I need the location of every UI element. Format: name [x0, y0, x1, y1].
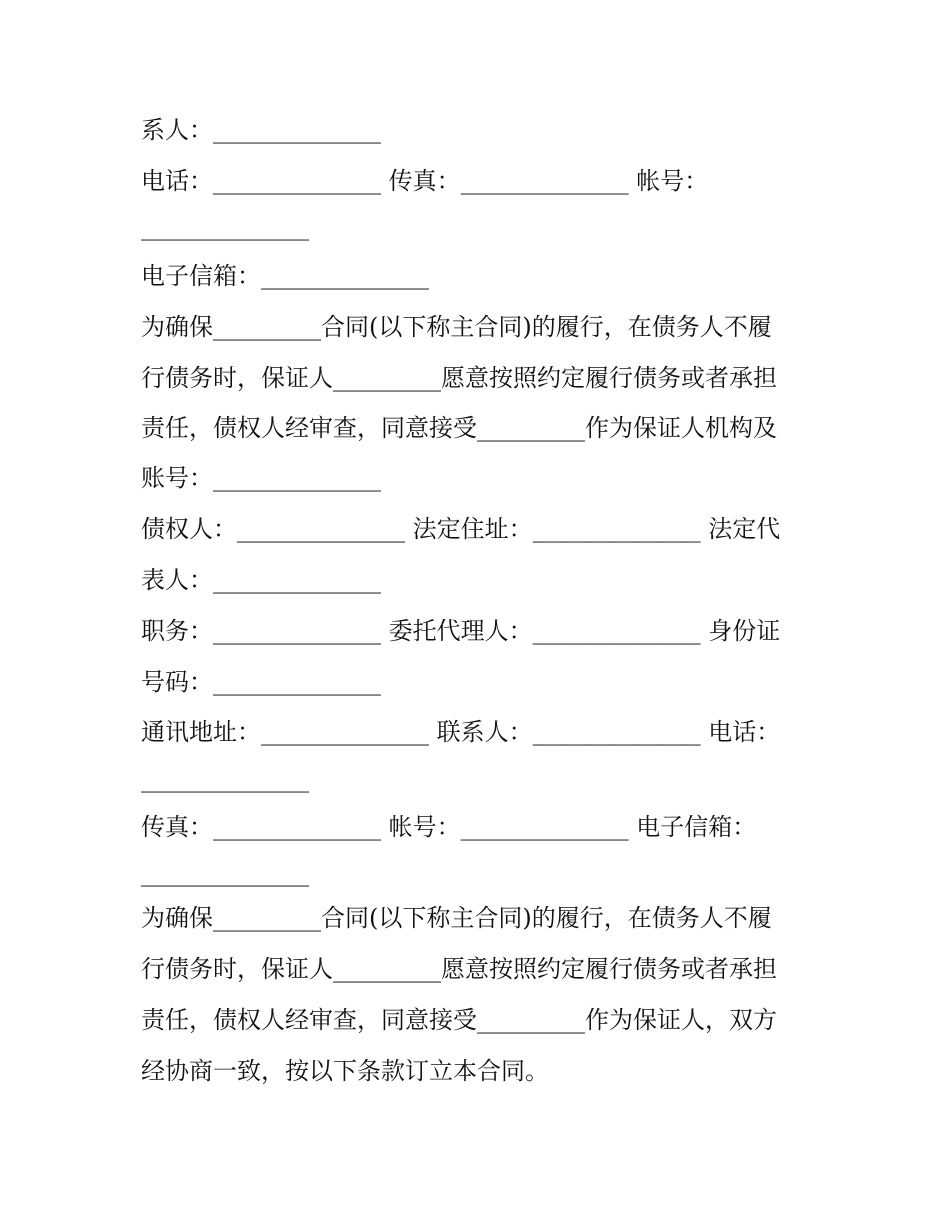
text-line-address-contact-phone: 通讯地址：______________ 联系人：______________ 电话：	[141, 718, 781, 746]
text-line-representative: 表人：______________	[141, 566, 381, 594]
text-paragraph-line: 为确保_________合同(以下称主合同)的履行，在债务人不履	[141, 313, 772, 341]
text-line-email-blank: ______________	[141, 859, 309, 887]
text-paragraph-line: 行债务时，保证人_________愿意按照约定履行债务或者承担	[141, 364, 777, 392]
text-paragraph-line: 责任，债权人经审查，同意接受_________作为保证人，双方	[141, 1006, 777, 1034]
text-line-phone-blank: ______________	[141, 765, 309, 793]
text-line-account-blank: ______________	[141, 213, 309, 241]
text-line-creditor-address: 债权人：______________ 法定住址：______________ 法定代	[141, 515, 781, 543]
text-line-phone-fax-account: 电话：______________ 传真：______________ 帐号：	[141, 167, 709, 195]
text-line-id-number: 号码：______________	[141, 668, 381, 696]
text-line-fax-account-email: 传真：______________ 帐号：______________ 电子信箱：	[141, 813, 757, 841]
text-line-position-agent-id: 职务：______________ 委托代理人：______________ 身份证	[141, 617, 781, 645]
text-line-email: 电子信箱：______________	[141, 262, 429, 290]
text-line-contact-person: 系人：______________	[141, 116, 381, 144]
text-paragraph-line: 行债务时，保证人_________愿意按照约定履行债务或者承担	[141, 955, 777, 983]
text-line-account-number: 账号：______________	[141, 464, 381, 492]
text-paragraph-line: 为确保_________合同(以下称主合同)的履行，在债务人不履	[141, 904, 772, 932]
text-paragraph-line: 责任，债权人经审查，同意接受_________作为保证人机构及	[141, 414, 777, 442]
text-paragraph-line: 经协商一致，按以下条款订立本合同。	[141, 1057, 549, 1085]
